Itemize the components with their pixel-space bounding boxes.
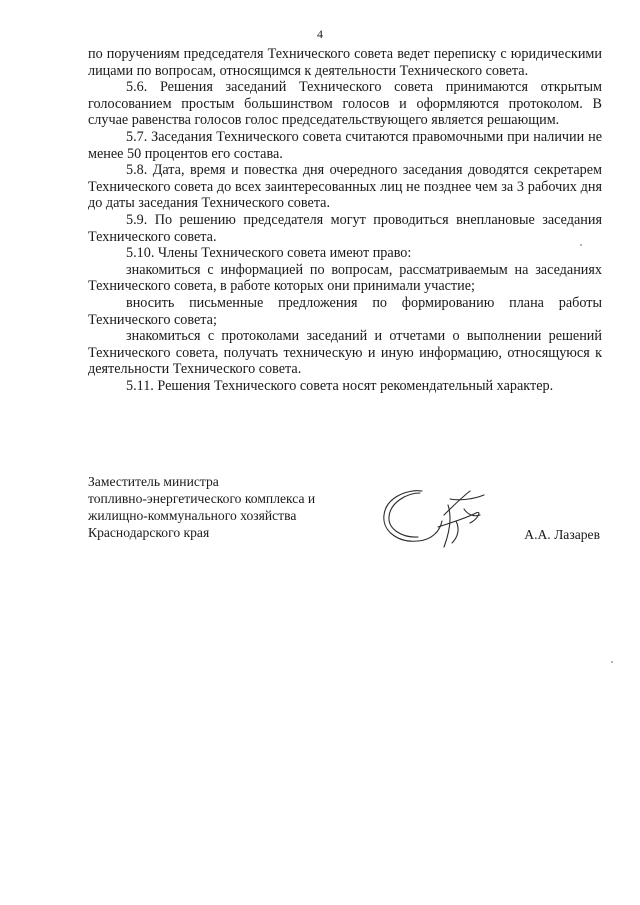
scan-speck bbox=[611, 661, 613, 663]
page-number: 4 bbox=[317, 27, 323, 41]
paragraph-5-11: 5.11. Решения Технического совета носят рекомендательный характер. bbox=[126, 377, 554, 394]
paragraph-5-10: 5.10. Члены Технического совета имеют право: bbox=[126, 245, 412, 262]
signer-title-line: Заместитель министра bbox=[88, 474, 219, 489]
paragraph-5-7: 5.7. Заседания Технического совета считаются правомочными при наличии не менее 50 процентов его состава. bbox=[88, 128, 602, 162]
paragraph-5-6: 5.6. Решения заседаний Технического совета принимаются открытым голосованием простым большинством голосов и оформляются протоколом. В случае равенства голосов голос председательствующего является решающим. bbox=[88, 79, 602, 129]
signer-title-line: жилищно-коммунального хозяйства bbox=[88, 508, 297, 523]
signature-block bbox=[88, 473, 602, 563]
right-item-protocols: знакомиться с протоколами заседаний и отчетами о выполнении решений Технического совета, получать техническую и иную информацию, относящуюся к деятельности Технического совета. bbox=[88, 328, 602, 378]
right-item-familiarize: знакомиться с информацией по вопросам, рассматриваемым на заседаниях Технического совета, в работе которых они принимали участие; bbox=[88, 261, 602, 295]
signer-title-line: Краснодарского края bbox=[88, 525, 210, 540]
paragraph: по поручениям председателя Технического совета ведет переписку с юридическими лицами по вопросам, относящимся к деятельности Технического совета. bbox=[88, 46, 602, 79]
handwritten-signature bbox=[378, 485, 498, 555]
signer-title-line: топливно-энергетического комплекса и bbox=[88, 491, 316, 506]
signer-name: А.А. Лазарев bbox=[524, 527, 600, 542]
right-item-proposals: вносить письменные предложения по формированию плана работы Технического совета; bbox=[88, 294, 602, 328]
paragraph-5-8: 5.8. Дата, время и повестка дня очередного заседания доводятся секретарем Технического совета до всех заинтересованных лиц не позднее чем за 3 рабочих дня до даты заседания Технического совета. bbox=[88, 162, 602, 212]
scan-speck bbox=[580, 244, 582, 246]
document-body bbox=[88, 46, 602, 394]
paragraph-5-9: 5.9. По решению председателя могут проводиться внеплановые заседания Технического совета. bbox=[88, 211, 602, 245]
